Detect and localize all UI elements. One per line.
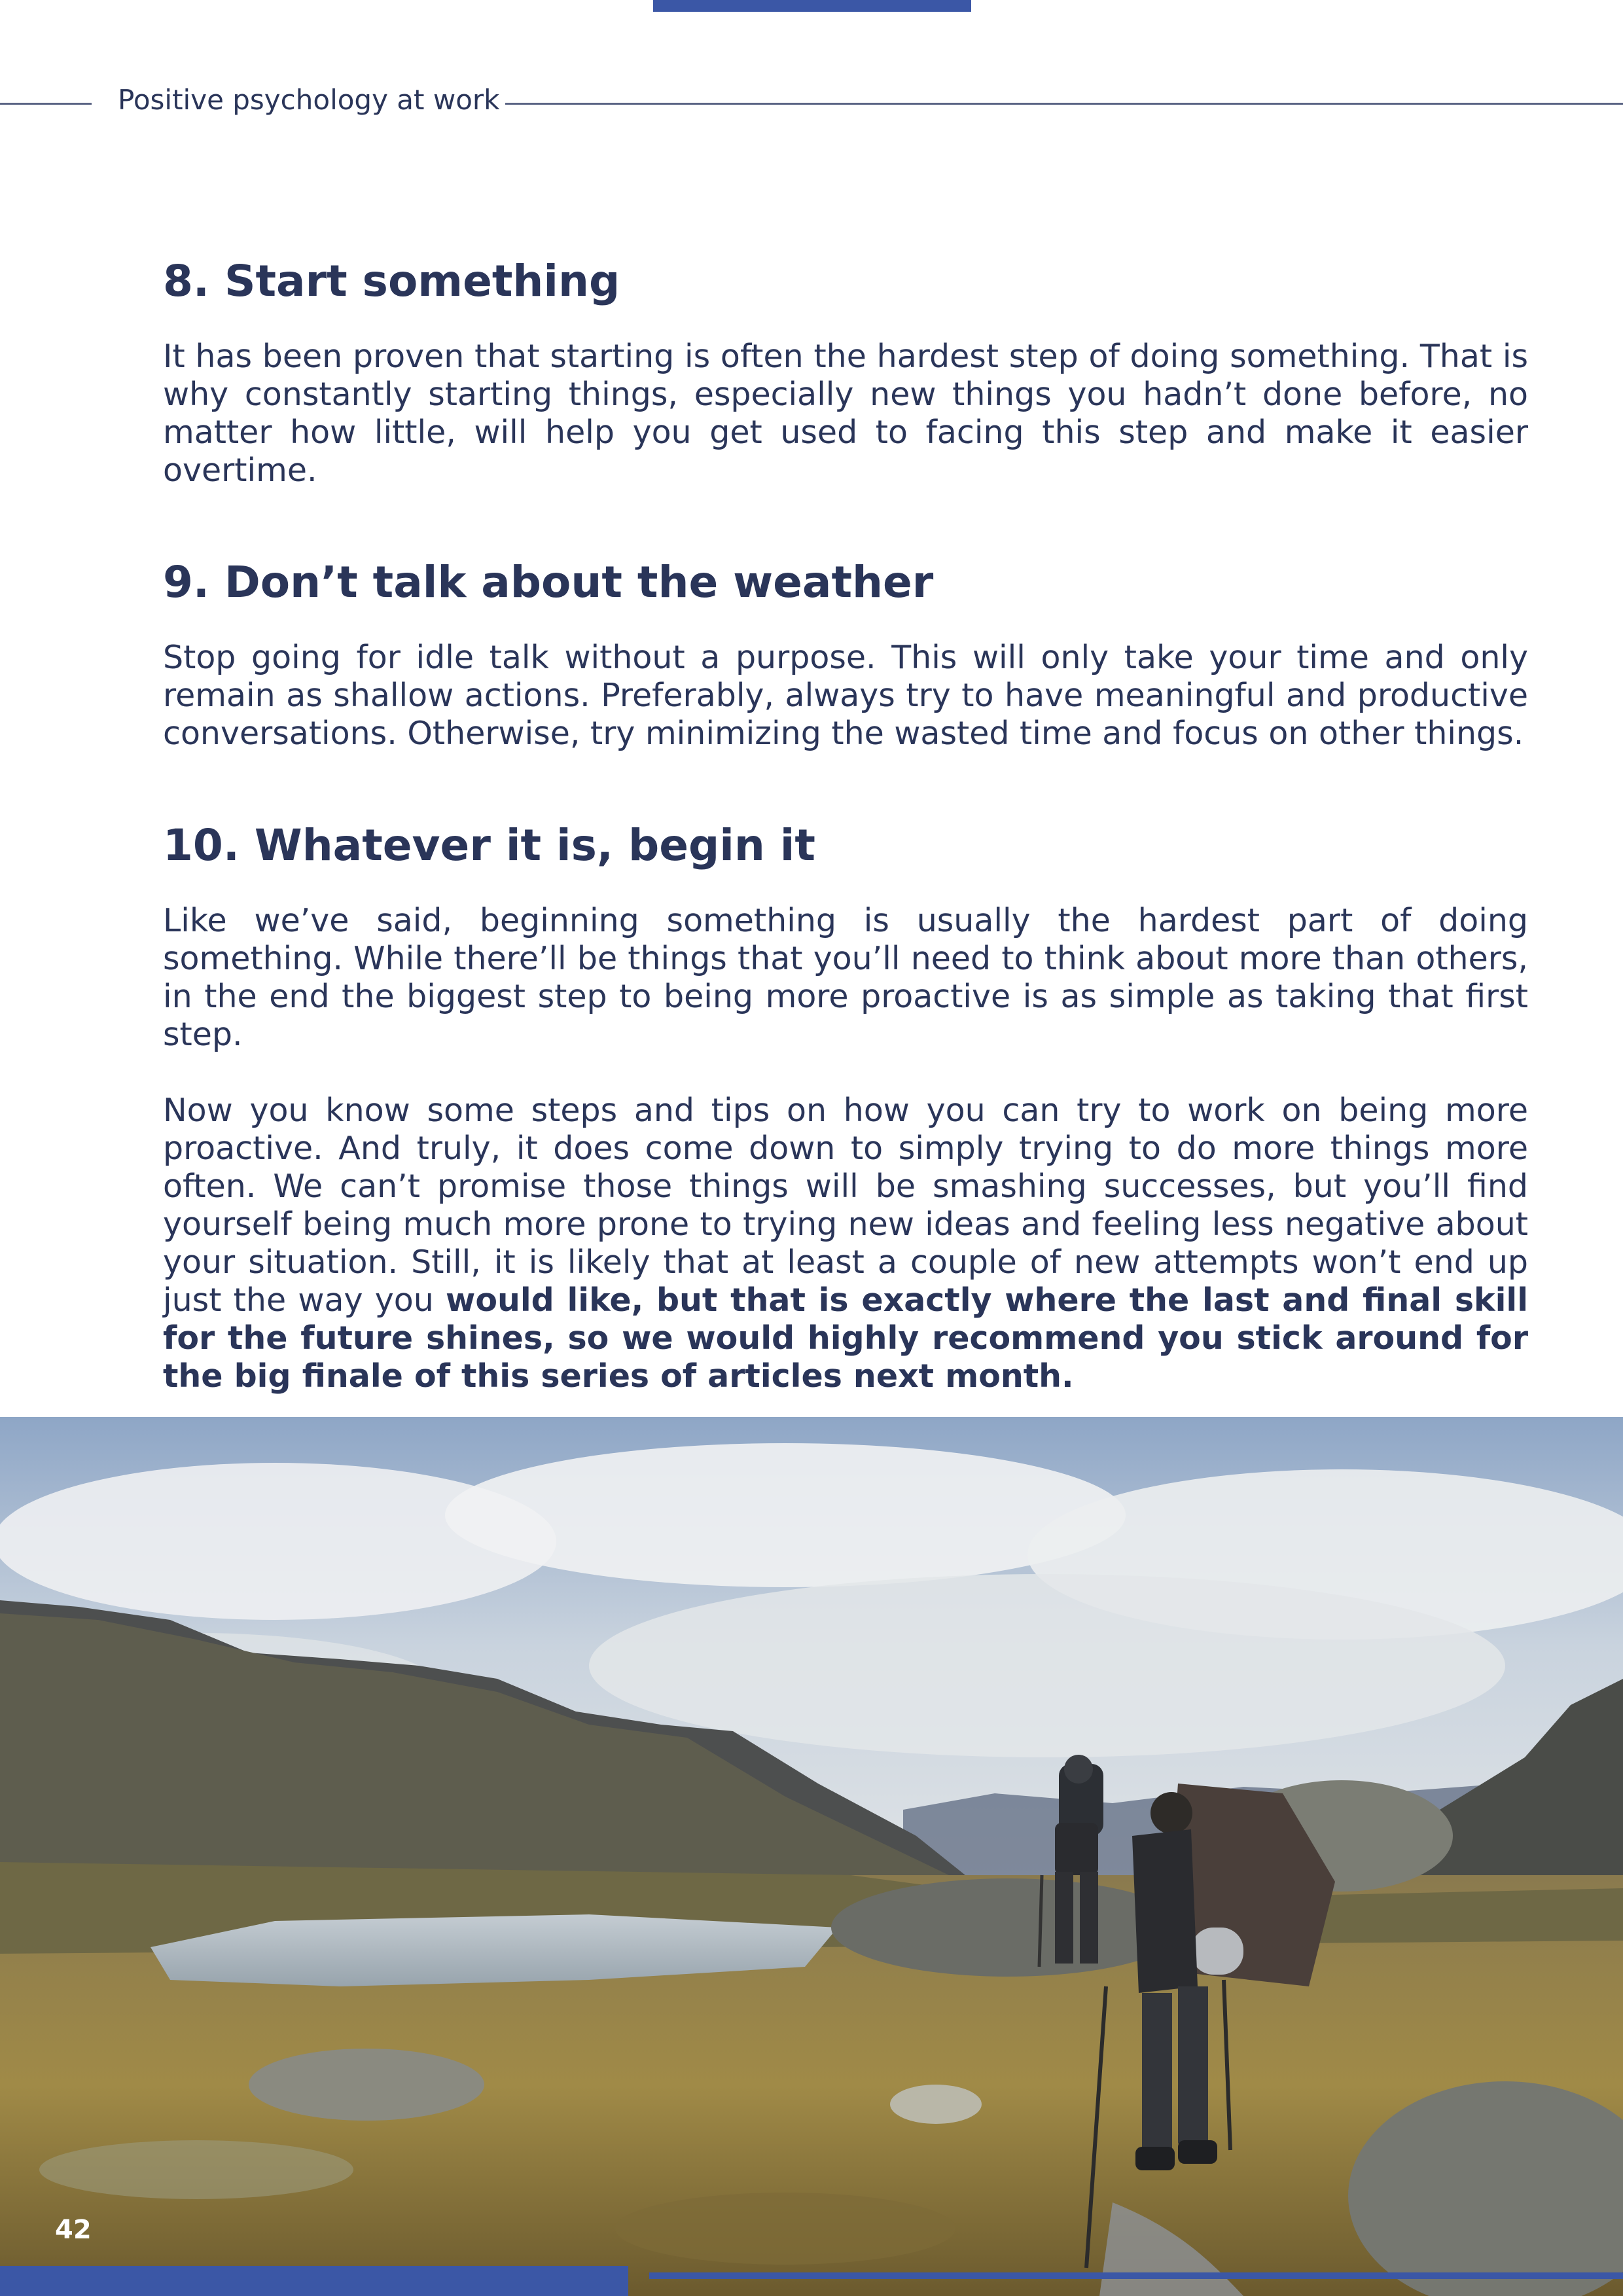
header-rule-right bbox=[505, 103, 1623, 105]
closing-paragraph bbox=[163, 1092, 1528, 1395]
page-number: 42 bbox=[55, 2215, 92, 2245]
article-body bbox=[163, 249, 1528, 1395]
section-heading-10: 10. Whatever it is, begin it bbox=[163, 820, 815, 870]
section-heading-9: 9. Don’t talk about the weather bbox=[163, 557, 934, 607]
top-accent-tab bbox=[653, 0, 971, 12]
header-rule-left bbox=[0, 103, 92, 105]
section-text-9: Stop going for idle talk without a purpose. This will only take your time and only remain as shallow actions. Preferably, always try to have meaningful and productive conversations. Otherwise, try minimizing the wasted time and focus on other things. bbox=[163, 639, 1528, 752]
hikers-landscape-photo bbox=[0, 1417, 1623, 2296]
closing-text: Now you know some steps and tips on how you can try to work on being more proactive. And truly, it does come down to simply trying to do more things more often. We can’t promise those things will be smashing successes, but you’ll find yourself being much more prone to trying new ideas and feeling less negative about your situation. Still, it is likely that at least a couple of new attempts won’t end up just the way you bbox=[163, 1092, 1528, 1319]
running-title: Positive psychology at work bbox=[118, 84, 500, 116]
footer-accent-line bbox=[649, 2272, 1623, 2279]
footer-accent-bar bbox=[0, 2266, 628, 2296]
closing-bold-text: would like, but that is exactly where the last and final skill for the future shines, so we would highly recommend you stick around for the big finale of this series of articles next month. bbox=[163, 1282, 1528, 1395]
section-text-8: It has been proven that starting is often the hardest step of doing something. That is why constantly starting things, especially new things you hadn’t done before, no matter how little, will help you get used to facing this step and make it easier overtime. bbox=[163, 338, 1528, 489]
section-text-10: Like we’ve said, beginning something is usually the hardest part of doing something. While there’ll be things that you’ll need to think about more than others, in the end the biggest step to being more proactive is as simple as taking that first step. bbox=[163, 902, 1528, 1053]
section-heading-8: 8. Start something bbox=[163, 256, 620, 306]
